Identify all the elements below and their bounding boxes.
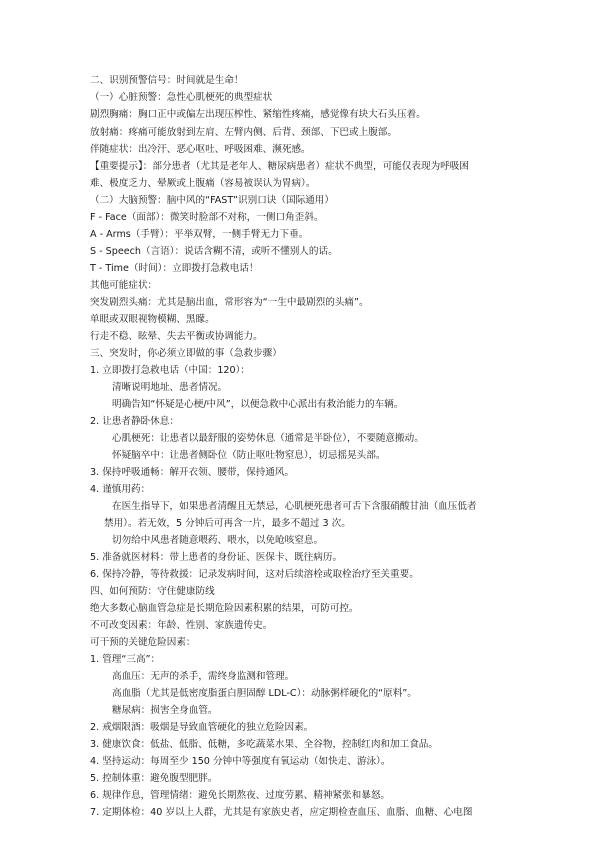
list-detail: 高血压：无声的杀手，需终身监测和管理。	[112, 671, 295, 682]
list-item: 6. 规律作息，管理情绪：避免长期熬夜、过度劳累、精神紧张和暴怒。	[90, 790, 391, 801]
text-line: 不可改变因素：年龄、性别、家族遗传史。	[90, 620, 273, 631]
text-line: 放射痛：疼痛可能放射到左肩、左臂内侧、后背、颈部、下巴或上腹部。	[90, 127, 397, 138]
text-line: 行走不稳、眩晕、失去平衡或协调能力。	[90, 331, 263, 342]
step-detail: 明确告知“怀疑是心梗/中风”，以便急救中心派出有救治能力的车辆。	[112, 399, 404, 410]
list-item: 5. 控制体重：避免腹型肥胖。	[90, 773, 218, 784]
step-item: 3. 保持呼吸通畅：解开衣领、腰带，保持通风。	[90, 467, 295, 478]
step-item: 2. 让患者静卧休息：	[90, 416, 179, 427]
list-item: 1. 管理“三高”：	[90, 654, 161, 665]
text-line: 突发剧烈头痛：尤其是脑出血，常形容为“一生中最剧烈的头痛”。	[90, 297, 369, 308]
list-item: 7. 定期体检：40 岁以上人群，尤其是有家族史者，应定期检查血压、血脂、血糖、心电图	[90, 807, 473, 818]
text-line: 剧烈胸痛：胸口正中或偏左出现压榨性、紧缩性疼痛，感觉像有块大石头压着。	[90, 109, 426, 120]
fast-item-time: T - Time（时间）：立即拨打急救电话！	[90, 263, 259, 274]
step-detail: 切勿给中风患者随意喂药、喂水，以免呛咳窒息。	[112, 535, 324, 546]
list-item: 3. 健康饮食：低盐、低脂、低糖，多吃蔬菜水果、全谷物，控制红肉和加工食品。	[90, 739, 438, 750]
step-item: 1. 立即拨打急救电话（中国：120）：	[90, 365, 251, 376]
step-detail: 心肌梗死：让患者以最舒服的姿势休息（通常是半卧位），不要随意搬动。	[112, 433, 424, 444]
important-note-cont: 难、极度乏力、晕厥或上腹痛（容易被误认为胃病）。	[90, 178, 316, 189]
fast-item-arms: A - Arms（手臂）：平举双臂，一侧手臂无力下垂。	[90, 229, 309, 240]
list-item: 2. 戒烟限酒：吸烟是导致血管硬化的独立危险因素。	[90, 722, 314, 733]
fast-item-face: F - Face（面部）：微笑时脸部不对称，一侧口角歪斜。	[90, 212, 324, 223]
fast-item-speech: S - Speech（言语）：说话含糊不清，或听不懂别人的话。	[90, 246, 338, 257]
important-note: 【重要提示】：部分患者（尤其是老年人、糖尿病患者）症状不典型，可能仅表现为呼吸困	[90, 161, 469, 172]
step-detail: 怀疑脑卒中：让患者侧卧位（防止呕吐物窒息），切忌摇晃头部。	[112, 450, 386, 461]
list-detail: 高血脂（尤其是低密度脂蛋白胆固醇 LDL-C）：动脉粥样硬化的“原料”。	[112, 688, 417, 699]
subsection-heading: （二）大脑预警：脑中风的“FAST”识别口诀（国际通用）	[90, 195, 334, 206]
section-heading: 三、突发时，你必须立即做的事（急救步骤）	[90, 348, 282, 359]
step-detail: 在医生指导下，如果患者清醒且无禁忌，心肌梗死患者可舌下含服硝酸甘油（血压低者	[112, 501, 477, 512]
text-line: 可干预的关键危险因素：	[90, 637, 196, 648]
section-heading: 二、识别预警信号：时间就是生命！	[90, 75, 244, 86]
step-detail-cont: 禁用）。若无效，5 分钟后可再含一片，最多不超过 3 次。	[104, 518, 351, 529]
text-line: 绝大多数心脑血管急症是长期危险因素积累的结果，可防可控。	[90, 603, 359, 614]
step-detail: 清晰说明地址、患者情况。	[112, 382, 228, 393]
list-item: 4. 坚持运动：每周至少 150 分钟中等强度有氧运动（如快走、游泳）。	[90, 756, 391, 767]
subsection-heading: （一）心脏预警：急性心肌梗死的典型症状	[90, 92, 273, 103]
text-line: 伴随症状：出冷汗、恶心呕吐、呼吸困难、濒死感。	[90, 144, 311, 155]
text-line: 单眼或双眼视物模糊、黑矇。	[90, 314, 215, 325]
section-heading: 四、如何预防：守住健康防线	[90, 586, 215, 597]
list-detail: 糖尿病：损害全身血管。	[112, 705, 218, 716]
step-item: 6. 保持冷静，等待救援：记录发病时间，这对后续溶栓或取栓治疗至关重要。	[90, 569, 419, 580]
step-item: 5. 准备就医材料：带上患者的身份证、医保卡、既往病历。	[90, 552, 343, 563]
step-item: 4. 谨慎用药：	[90, 484, 151, 495]
text-line: 其他可能症状：	[90, 280, 158, 291]
